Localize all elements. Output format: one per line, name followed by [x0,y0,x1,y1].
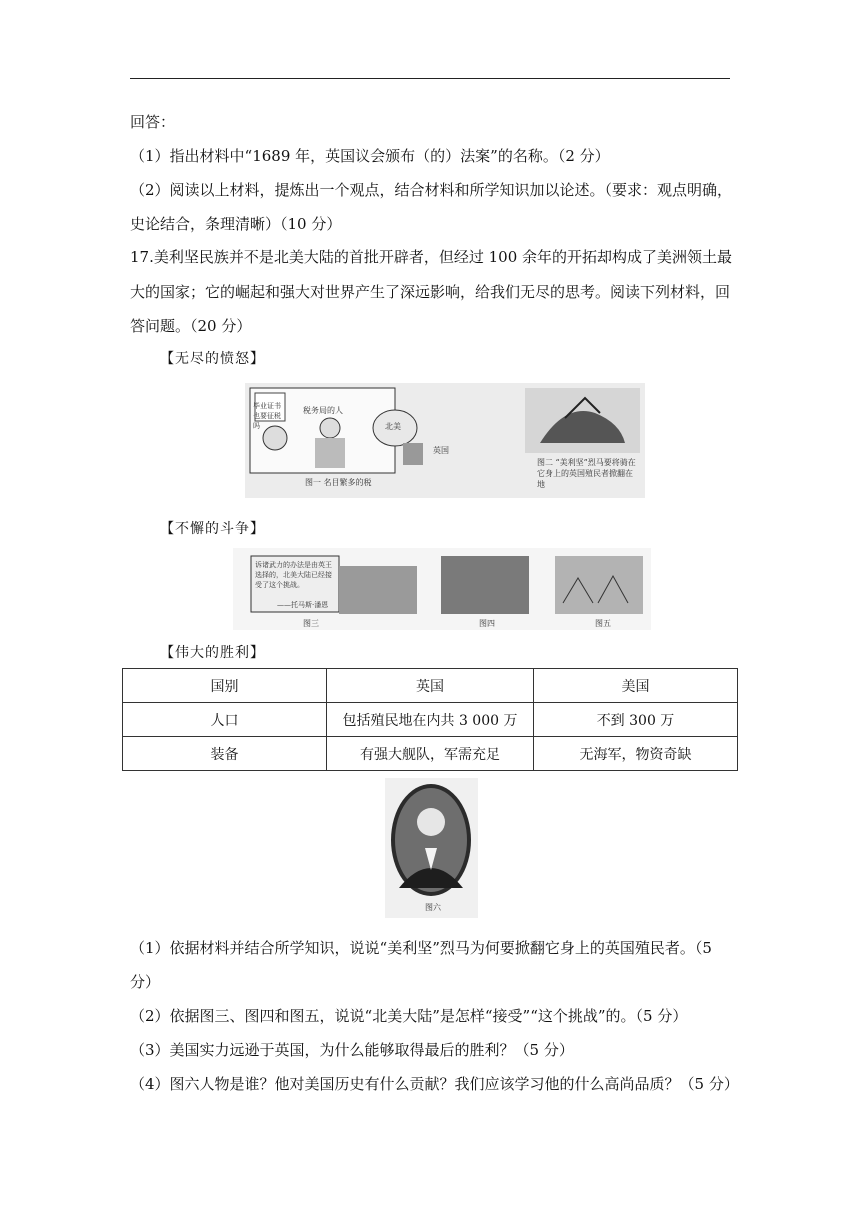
fig1-tax-label: 税务局的人 [303,406,343,415]
problem-17-line-1: 17.美利坚民族并不是北美大陆的首批开辟者，但经过 100 余年的开拓却构成了美洲领土最 [130,248,733,266]
sub-question-3: （3）美国实力远逊于英国，为什么能够取得最后的胜利？（5 分） [130,1041,574,1059]
table-cell: 不到 300 万 [534,703,738,737]
sub-question-2: （2）依据图三、图四和图五，说说“北美大陆”是怎样“接受”“这个挑战”的。（5 分） [130,1007,688,1025]
figure-6-portrait [385,778,478,918]
fig1-britain-label: 英国 [433,446,449,455]
table-row [123,737,738,771]
fig1-caption: 图一 名目繁多的税 [305,478,372,487]
table-header-cell: 英国 [327,669,534,703]
fig2-caption: 图二 “美利坚”烈马要将骑在它身上的英国殖民者掀翻在地 [537,458,636,489]
section-unremitting-struggle: 【不懈的斗争】 [160,521,265,537]
table-cell: 有强大舰队，军需充足 [327,737,534,771]
table-header-cell: 国别 [123,669,327,703]
sub-question-4: （4）图六人物是谁？他对美国历史有什么贡献？我们应该学习他的什么高尚品质？（5 分） [130,1075,739,1093]
table-row [123,703,738,737]
fig3-author: ——托马斯·潘恩 [277,601,329,609]
figure-1-2-image [245,383,645,498]
comparison-table [122,668,738,771]
answer-line: 回答： [130,113,176,131]
sub-question-1-line-1: （1）依据材料并结合所学知识，说说“美利坚”烈马为何要掀翻它身上的英国殖民者。（5 [130,939,712,957]
sub-question-1-line-2: 分） [130,973,161,991]
portrait-illustration [385,778,478,918]
table-cell: 无海军，物资奇缺 [534,737,738,771]
fig3-quote: 诉诸武力的办法是由英王选择的，北美大陆已经接受了这个挑战。 [255,561,332,589]
fig3-caption: 图三 [303,619,319,628]
figures-3-5-image [233,548,651,630]
fig6-caption: 图六 [425,903,441,912]
question-2-line-1: （2）阅读以上材料，提炼出一个观点，结合材料和所学知识加以论述。（要求：观点明确， [130,181,733,199]
fig4-caption: 图四 [479,619,495,628]
question-2-line-2: 史论结合，条理清晰）（10 分） [130,215,342,233]
table-cell: 包括殖民地在内共 3 000 万 [327,703,534,737]
table-header-cell: 美国 [534,669,738,703]
problem-17-line-2: 大的国家；它的崛起和强大对世界产生了深远影响，给我们无尽的思考。阅读下列材料，回 [130,283,731,301]
table-cell: 人口 [123,703,327,737]
header-rule [130,78,730,79]
table-cell: 装备 [123,737,327,771]
section-endless-anger: 【无尽的愤怒】 [160,351,265,367]
fig1-north-america-label: 北美 [385,422,401,431]
question-1: （1）指出材料中“1689 年，英国议会颁布（的）法案”的名称。（2 分） [130,147,610,165]
fig1-speech-bubble: 毕业证书也要征税吗 [253,402,281,430]
section-great-victory: 【伟大的胜利】 [160,645,265,661]
fig5-caption: 图五 [595,619,611,628]
problem-17-line-3: 答问题。（20 分） [130,317,252,335]
table-header-row [123,669,738,703]
